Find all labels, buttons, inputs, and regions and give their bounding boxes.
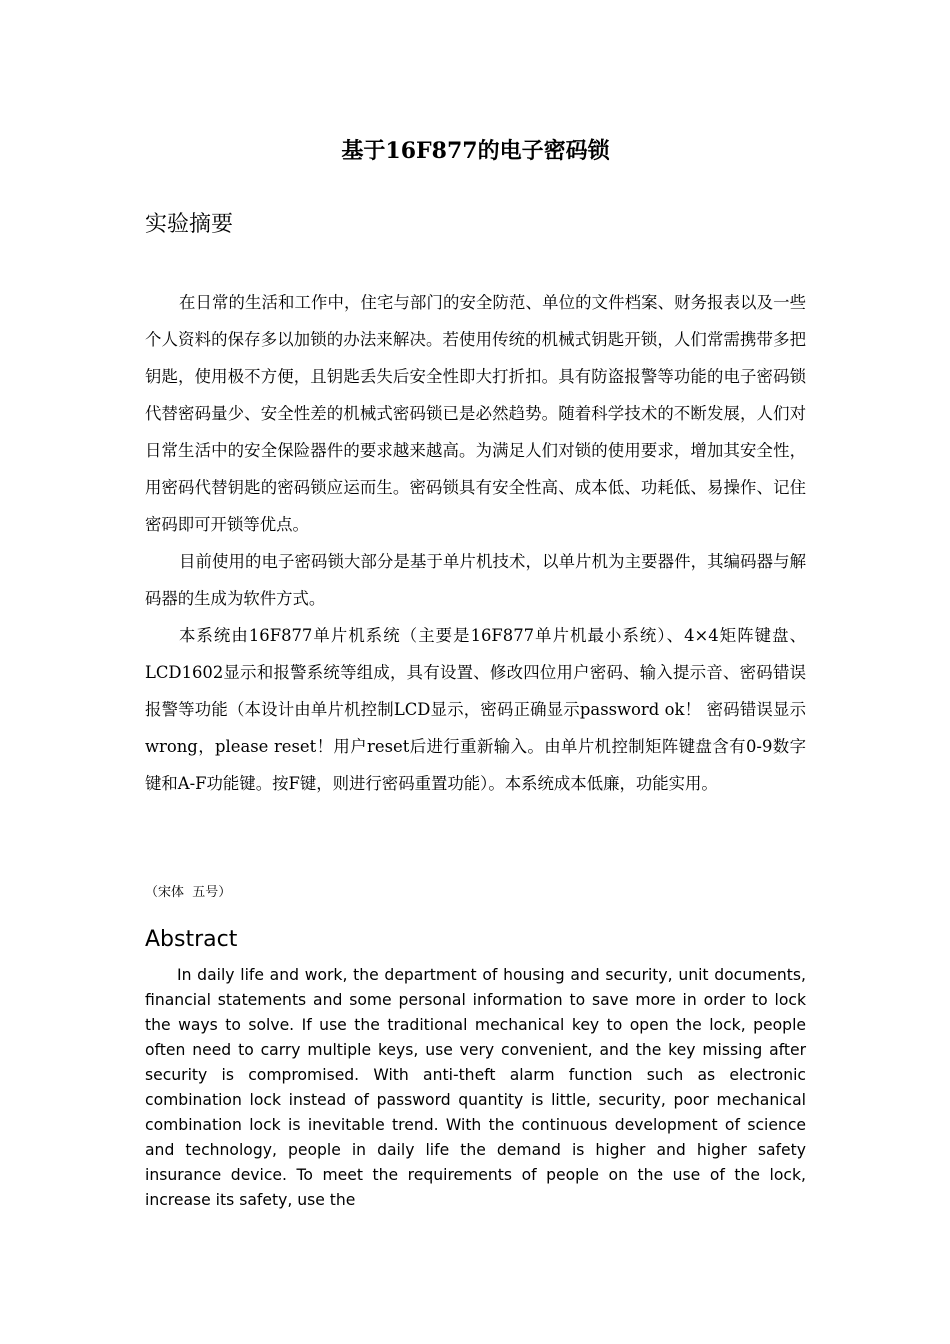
abstract-en-body (145, 963, 806, 1213)
abstract-cn-body (145, 284, 806, 802)
document-page (145, 0, 806, 1344)
abstract-en-paragraph-1: In daily life and work, the department of housing and security, unit documents, financial statements and some personal information to save more in order to lock the ways to solve. If use the traditional mechanical key to open the lock, people often need to carry multiple keys, use very convenient, and the key missing after security is compromised. With anti-theft alarm function such as electronic combination lock instead of password quantity is little, security, poor mechanical combination lock is inevitable trend. With the continuous development of science and technology, people in daily life the demand is higher and higher safety insurance device. To meet the requirements of people on the use of the lock, increase its safety, use the (145, 966, 806, 1209)
abstract-en-heading: Abstract (145, 927, 238, 952)
abstract-cn-paragraph-2: 目前使用的电子密码锁大部分是基于单片机技术，以单片机为主要器件，其编码器与解码器的生成为软件方式。 (145, 552, 806, 608)
abstract-cn-paragraph-3: 本系统由16F877单片机系统（主要是16F877单片机最小系统）、4×4矩阵键盘、LCD1602显示和报警系统等组成，具有设置、修改四位用户密码、输入提示音、密码错误报警等功能（本设计由单片机控制LCD显示，密码正确显示password ok！ 密码错误显示wrong，please reset！用户reset后进行重新输入。由单片机控制矩阵键盘含有0-9数字键和A-F功能键。按F键，则进行密码重置功能）。本系统成本低廉，功能实用。 (145, 626, 806, 793)
document-title: 基于16F877的电子密码锁 (341, 138, 610, 164)
abstract-cn-heading: 实验摘要 (145, 212, 234, 237)
abstract-cn-paragraph-1: 在日常的生活和工作中，住宅与部门的安全防范、单位的文件档案、财务报表以及一些个人资料的保存多以加锁的办法来解决。若使用传统的机械式钥匙开锁，人们常需携带多把钥匙，使用极不方便，且钥匙丢失后安全性即大打折扣。具有防盗报警等功能的电子密码锁代替密码量少、安全性差的机械式密码锁已是必然趋势。随着科学技术的不断发展，人们对日常生活中的安全保险器件的要求越来越高。为满足人们对锁的使用要求，增加其安全性，用密码代替钥匙的密码锁应运而生。密码锁具有安全性高、成本低、功耗低、易操作、记住密码即可开锁等优点。 (145, 293, 806, 534)
font-note: （宋体 五号） (145, 885, 232, 900)
